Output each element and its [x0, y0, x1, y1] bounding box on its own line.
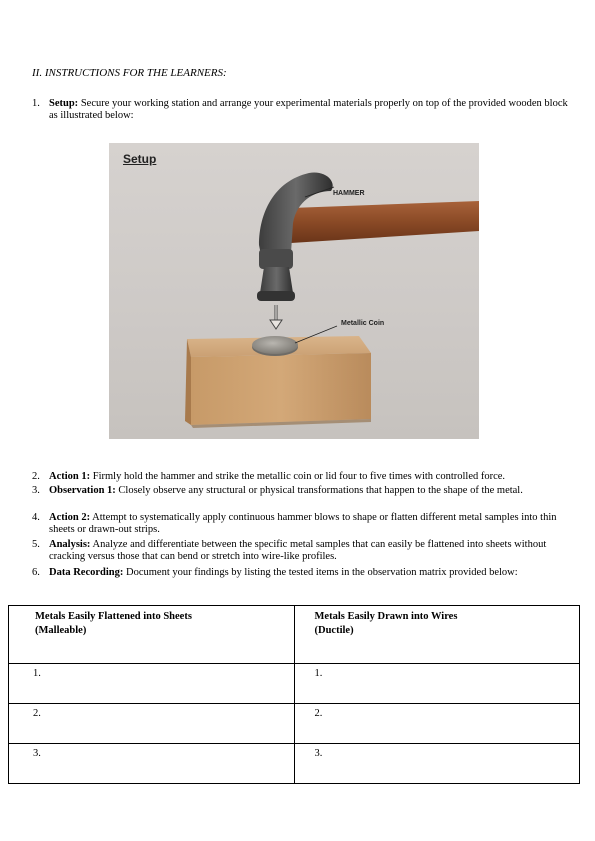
step-text: Analyze and differentiate between the specific metal samples that can easily be flattened into sheets without cracking versus those that can bend or stretch into wire-like profiles. [49, 539, 547, 562]
step-label: Action 1: [49, 471, 91, 482]
coin-label: Metallic Coin [341, 320, 385, 327]
step-text: Document your findings by listing the tested items in the observation matrix provided below: [126, 567, 518, 578]
step-number: 3. [32, 485, 40, 496]
section-heading: II. INSTRUCTIONS FOR THE LEARNERS: [32, 67, 227, 79]
step-6 [32, 567, 577, 579]
step-1 [32, 98, 577, 121]
header-ductile-title: Metals Easily Drawn into Wires [314, 611, 458, 622]
step-4 [32, 512, 577, 535]
header-ductile [294, 606, 580, 664]
step-5 [32, 539, 577, 562]
table-row [9, 664, 580, 704]
header-malleable [9, 606, 295, 664]
figure-title: Setup [123, 152, 157, 166]
header-malleable-title: Metals Easily Flattened into Sheets [35, 611, 192, 622]
hammer-handle [291, 201, 479, 243]
setup-illustration [109, 143, 479, 439]
ductile-cell[interactable]: 1. [294, 664, 580, 704]
malleable-cell[interactable]: 1. [9, 664, 295, 704]
step-number: 5. [32, 539, 40, 550]
header-malleable-subtitle: (Malleable) [35, 625, 87, 636]
ductile-cell[interactable]: 2. [294, 704, 580, 744]
step-label: Action 2: [49, 512, 91, 523]
step-number: 1. [32, 98, 40, 109]
step-label: Data Recording: [49, 567, 124, 578]
step-number: 4. [32, 512, 40, 523]
step-3 [32, 485, 577, 497]
step-text: Firmly hold the hammer and strike the metallic coin or lid four to five times with controlled force. [92, 471, 506, 482]
step-2 [32, 471, 577, 483]
header-ductile-subtitle: (Ductile) [314, 625, 354, 636]
malleable-cell[interactable]: 2. [9, 704, 295, 744]
step-label: Setup: [49, 98, 79, 109]
hammer-head [260, 267, 293, 293]
step-label: Observation 1: [49, 485, 116, 496]
hammer-neck [259, 249, 293, 269]
table-header-row [9, 606, 580, 664]
table-row [9, 704, 580, 744]
step-number: 2. [32, 471, 40, 482]
observation-table [8, 605, 580, 784]
malleable-cell[interactable]: 3. [9, 744, 295, 784]
ductile-cell[interactable]: 3. [294, 744, 580, 784]
hammer-label: HAMMER [333, 190, 365, 197]
metallic-coin [252, 336, 298, 354]
hammer-and-coin-image [109, 143, 479, 439]
step-text: Secure your working station and arrange your experimental materials properly on top of the provided wooden block as illustrated below: [49, 98, 568, 121]
step-text: Attempt to systematically apply continuous hammer blows to shape or flatten different metal samples into thin sheets or drawn-out strips. [49, 512, 557, 535]
step-label: Analysis: [49, 539, 91, 550]
wood-block-front [191, 353, 371, 425]
hammer-face [257, 291, 295, 301]
step-text: Closely observe any structural or physical transformations that happen to the shape of the metal. [118, 485, 523, 496]
step-number: 6. [32, 567, 40, 578]
table-row [9, 744, 580, 784]
